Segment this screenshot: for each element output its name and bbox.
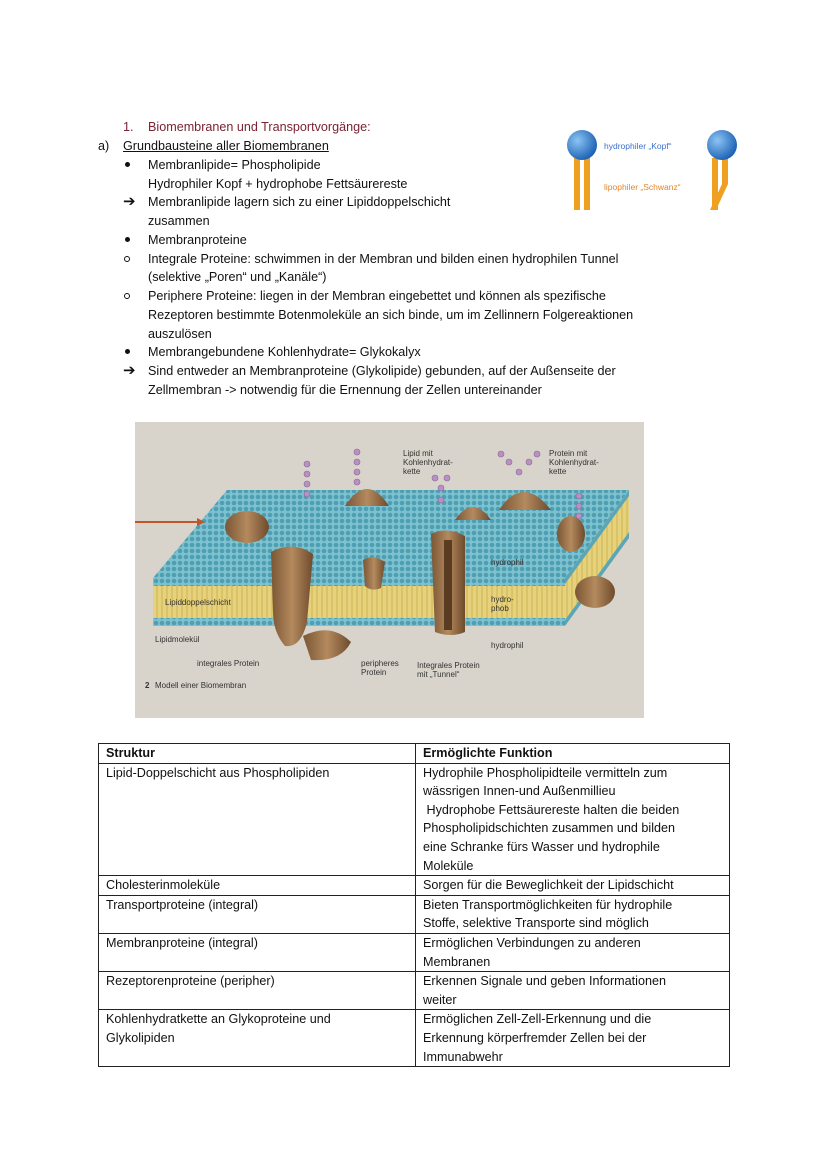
- label-lipid-carb-1: Lipid mit: [403, 449, 433, 458]
- column-header-funktion: Ermöglichte Funktion: [416, 744, 730, 764]
- bullet-icon: [125, 162, 130, 167]
- caption-number: 2: [145, 681, 150, 690]
- structure-function-table: [98, 743, 730, 1067]
- cell-funktion: [416, 933, 730, 971]
- cell-line: Erkennung körperfremder Zellen bei der: [423, 1030, 647, 1045]
- list-item: Integrale Proteine: schwimmen in der Membran und bilden einen hydrophilen Tunnel: [148, 252, 619, 266]
- cell-line: Membranen: [423, 954, 491, 969]
- list-item: Membranlipide= Phospholipide: [148, 158, 321, 172]
- label-protein-carb-2: Kohlenhydrat-: [549, 458, 599, 467]
- list-item: zusammen: [148, 214, 210, 228]
- label-protein-carb-3: kette: [549, 467, 567, 476]
- cell-funktion: [416, 895, 730, 933]
- bullet-circle-icon: [124, 293, 130, 299]
- bullet-icon: [125, 237, 130, 242]
- label-integral: integrales Protein: [197, 659, 260, 668]
- cell-funktion: [416, 876, 730, 896]
- list-item: Rezeptoren bestimmte Botenmoleküle an sich binde, um im Zellinnern Folgereaktionen: [148, 308, 634, 322]
- caption: Modell einer Biomembran: [155, 681, 247, 690]
- cell-funktion: [416, 972, 730, 1010]
- list-item: (selektive „Poren“ und „Kanäle“): [148, 270, 327, 284]
- cell-struktur: [99, 933, 416, 971]
- cell-line: Immunabwehr: [423, 1049, 503, 1064]
- cell-struktur: [99, 895, 416, 933]
- cell-line: Erkennen Signale und geben Informationen: [423, 974, 666, 989]
- list-item: Zellmembran -> notwendig für die Ernennung der Zellen untereinander: [148, 383, 542, 397]
- list-item: Membrangebundene Kohlenhydrate= Glykokalyx: [148, 345, 421, 359]
- cell-line: Phospholipidschichten zusammen und bilden: [423, 821, 676, 836]
- label-peripheral-2: Protein: [361, 668, 387, 677]
- bullet-icon: [125, 349, 130, 354]
- label-peripheral-1: peripheres: [361, 659, 399, 668]
- cell-struktur: [99, 763, 416, 876]
- cell-line: Hydrophobe Fettsäurereste halten die beiden: [423, 802, 680, 817]
- section-a-title: Grundbausteine aller Biomembranen: [123, 139, 329, 153]
- head-label: hydrophiler „Kopf“: [604, 141, 672, 151]
- cell-struktur: [99, 876, 416, 896]
- cell-line: Glykolipiden: [106, 1030, 175, 1045]
- table-row: [99, 933, 730, 971]
- table-row: [99, 895, 730, 933]
- tail-label: lipophiler „Schwanz“: [604, 182, 681, 192]
- list-item: Periphere Proteine: liegen in der Membran eingebettet und können als spezifische: [148, 289, 606, 303]
- table-row: [99, 763, 730, 876]
- label-lipid-carb-2: Kohlenhydrat-: [403, 458, 453, 467]
- table-header-row: [99, 744, 730, 764]
- cell-line: Sorgen für die Beweglichkeit der Lipidschicht: [423, 878, 674, 893]
- cell-line: Lipid-Doppelschicht aus Phospholipiden: [106, 765, 330, 780]
- cell-funktion: [416, 1010, 730, 1067]
- label-hydrophob-2: phob: [491, 604, 509, 613]
- label-integral-tunnel-1: Integrales Protein: [417, 661, 480, 670]
- list-item: auszulösen: [148, 327, 212, 341]
- cell-line: Rezeptorenproteine (peripher): [106, 974, 275, 989]
- cell-struktur: [99, 1010, 416, 1067]
- cell-line: Hydrophile Phospholipidteile vermitteln zum: [423, 765, 668, 780]
- list-item: Membranlipide lagern sich zu einer Lipiddoppelschicht: [148, 195, 451, 209]
- heading-title: Biomembranen und Transportvorgänge:: [148, 120, 371, 134]
- cell-line: wässrigen Innen-und Außenmillieu: [423, 784, 616, 799]
- cell-line: weiter: [423, 992, 457, 1007]
- label-hydrophil-top: hydrophil: [491, 558, 524, 567]
- label-integral-tunnel-2: mit „Tunnel“: [417, 670, 460, 679]
- cell-line: Kohlenhydratkette an Glykoproteine und: [106, 1012, 331, 1027]
- list-item: Sind entweder an Membranproteine (Glykolipide) gebunden, auf der Außenseite der: [148, 364, 616, 378]
- list-item: Hydrophiler Kopf + hydrophobe Fettsäurereste: [148, 177, 408, 191]
- list-item: Membranproteine: [148, 233, 247, 247]
- table-body: [99, 763, 730, 1067]
- table-row: [99, 876, 730, 896]
- cell-line: Cholesterinmoleküle: [106, 878, 221, 893]
- cell-funktion: [416, 763, 730, 876]
- label-hydrophil-bottom: hydrophil: [491, 641, 524, 650]
- cell-line: Moleküle: [423, 858, 474, 873]
- bullet-circle-icon: [124, 256, 130, 262]
- table-row: [99, 972, 730, 1010]
- cell-line: eine Schranke fürs Wasser und hydrophile: [423, 839, 660, 854]
- arrow-right-icon: ➔: [123, 193, 136, 210]
- cell-line: Stoffe, selektive Transporte sind möglich: [423, 916, 649, 931]
- label-lipid-molecule: Lipidmolekül: [155, 635, 200, 644]
- arrow-right-icon: ➔: [123, 362, 136, 379]
- cell-line: Ermöglichen Verbindungen zu anderen: [423, 935, 641, 950]
- cell-line: Ermöglichen Zell-Zell-Erkennung und die: [423, 1012, 652, 1027]
- section-a-label: a): [98, 139, 110, 153]
- phospholipid-figure: [566, 128, 746, 212]
- membrane-illustration: [135, 422, 644, 718]
- membrane-diagram: [135, 422, 644, 718]
- label-hydrophob-1: hydro-: [491, 595, 514, 604]
- cell-line: Membranproteine (integral): [106, 935, 258, 950]
- label-bilayer: Lipiddoppelschicht: [165, 598, 231, 607]
- label-lipid-carb-3: kette: [403, 467, 421, 476]
- cell-line: Transportproteine (integral): [106, 897, 259, 912]
- cell-struktur: [99, 972, 416, 1010]
- label-protein-carb-1: Protein mit: [549, 449, 588, 458]
- heading-number: 1.: [123, 120, 134, 134]
- table-row: [99, 1010, 730, 1067]
- column-header-struktur: Struktur: [99, 744, 416, 764]
- cell-line: Bieten Transportmöglichkeiten für hydrophile: [423, 897, 673, 912]
